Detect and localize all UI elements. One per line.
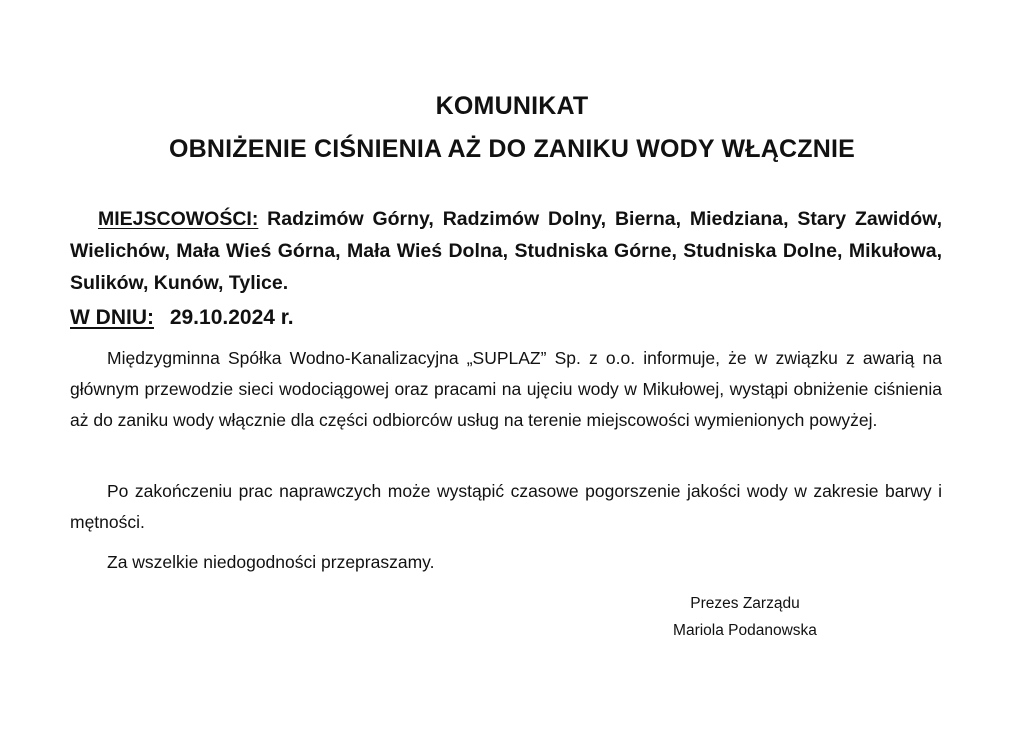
signature-name: Mariola Podanowska <box>673 622 817 639</box>
locations-label: MIEJSCOWOŚCI: <box>98 208 259 230</box>
notice-subtitle: OBNIŻENIE CIŚNIENIA AŻ DO ZANIKU WODY WŁĄCZNIE <box>168 135 856 163</box>
locations-list: Radzimów Górny, Radzimów Dolny, Bierna, Miedziana, Stary Zawidów, Wielichów, Mała Wieś Górna, Mała Wieś Dolna, Studniska Górne, Studniska Dolne, Mikułowa, Sulików, Kunów, Tylice. <box>70 208 942 294</box>
date-value: 29.10.2024 r. <box>169 306 294 329</box>
date-label: W DNIU: <box>70 306 154 329</box>
locations-paragraph <box>70 203 942 299</box>
signature-role: Prezes Zarządu <box>690 595 800 612</box>
date-line <box>70 306 294 330</box>
body-paragraph-info: Międzygminna Spółka Wodno-Kanalizacyjna „SUPLAZ” Sp. z o.o. informuje, że w związku z awarią na głównym przewodzie sieci wodociągowej oraz pracami na ujęciu wody w Mikułowej, wystąpi obniżenie ciśnienia aż do zaniku wody włącznie dla części odbiorców usług na terenie miejscowości wymienionych powyżej. <box>70 348 942 430</box>
body-paragraph-apology: Za wszelkie niedogodności przepraszamy. <box>107 552 435 572</box>
notice-title: KOMUNIKAT <box>435 92 589 120</box>
body-paragraph-quality: Po zakończeniu prac naprawczych może wystąpić czasowe pogorszenie jakości wody w zakresie barwy i mętności. <box>70 481 942 532</box>
